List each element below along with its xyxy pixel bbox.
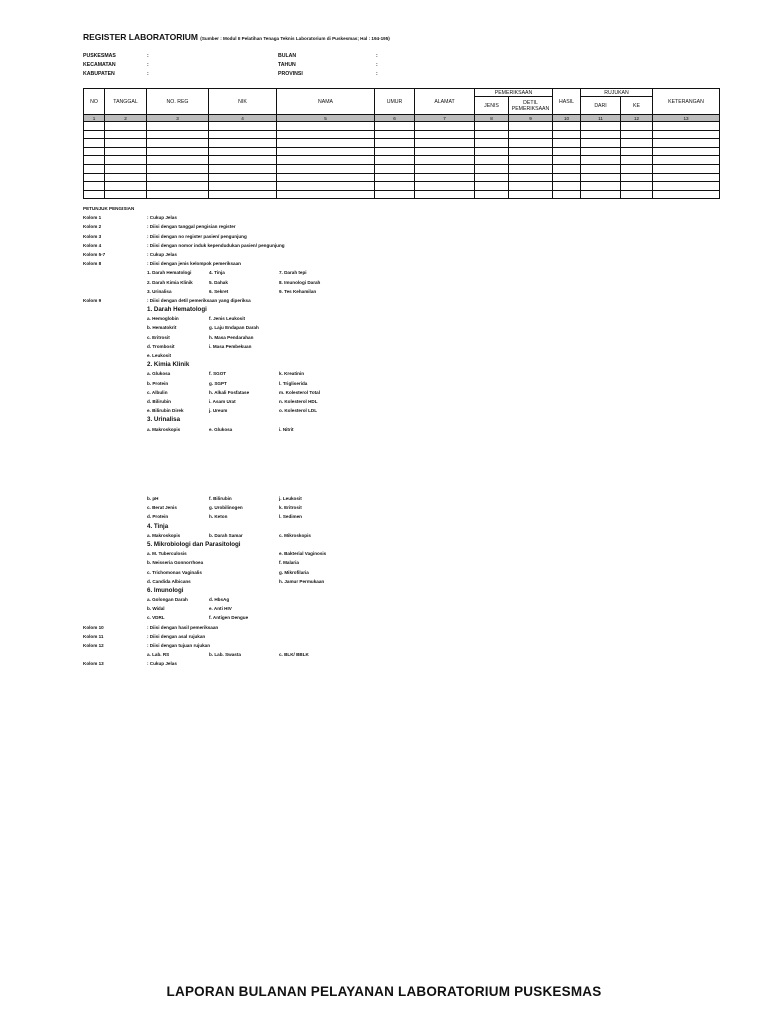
header-noreg: NO. REG: [147, 89, 209, 115]
register-empty-cell: [415, 156, 475, 165]
register-empty-cell: [509, 182, 553, 191]
register-empty-cell: [209, 164, 277, 173]
document-title: [83, 32, 390, 42]
register-empty-cell: [84, 147, 105, 156]
register-empty-row: [84, 164, 720, 173]
register-empty-cell: [581, 173, 621, 182]
header-detil: DETIL PEMERIKSAAN: [509, 97, 553, 115]
register-empty-cell: [475, 139, 509, 148]
register-empty-cell: [621, 139, 653, 148]
register-empty-cell: [415, 190, 475, 199]
register-title: REGISTER LABORATORIUM: [83, 32, 198, 42]
register-empty-cell: [84, 190, 105, 199]
column-number: 8: [475, 115, 509, 122]
document-page: REGISTER LABORATORIUM (Sumber : Modul II Pelatihan Tenaga Teknis Laboratorium di Puskesmas; Hal : 194-195) PUSKESMAS : KECAMATAN : KABUPATEN : BULAN : TAHUN : PROVINSI : NO TANGGAL NO. REG NIK NAMA UMUR ALAMAT PEMERIKSAAN HASIL RUJUKAN KETERANGAN JENIS DETIL PEMERIKSAAN DARI KE 1 2 3 4 5 6 7 8 9 10 11 12 13 PETUNJUK PENGISIAN Kolom 1 : Cukup Jelas Kolom 2 : Diisi dengan tanggal pengisian register Kolom 3 : Diisi dengan no register pasien/ pengunjung Kolom 4 : Diisi dengan nomor induk kependudukan pasien/ pengunjung Kolom 5-7 : Cukup Jelas Kolom 8 : Diisi dengan jenis kelompok pemeriksaan 1. Darah Hematologi 4. Tinja 7. Darah tepi 2. Darah Kimia Klinik 5. Dahak 8. Imunologi Darah 3. Urinalisa 6. Sekret 9. Tes Kehamilan Kolom 9 : Diisi dengan detil pemeriksaan yang diperiksa 1. Darah Hematologi a. Hemoglobin f. Jenis Leukosit b. Hematokrit g. Laju Endapan Darah c. Eritrosit h. Masa Pendarahan d. Trombosit i. Masa Pembekuan e. Leukosit 2. Kimia Klinik a. Glukosa f. SGOT k. Kreatinin b. Protein g. SGPT l. Trigliserida c. Albulin h. Alkali Fosfatase m. Kolesterol Total d. Bilirubin i. Asam Urat n. Kolesterol HDL e. Bilirubin Direk j. Ureum o. Kolesterol LDL 3. Urinalisa a. Makroskopis e. Glukosa i. Nitrit b. pH f. Bilirubin j. Leukosit c. Berat Jenis g. Urobilinogen k. Eritrosit d. Protein h. Keton l. Sedimen 4. Tinja a. Makroskopis b. Darah Samar c. Mikroskopis 5. Mikrobiologi dan Parasitologi a. M. Tuberculosis e. Bakterial Vaginosis b. Neisseria Gonnorrhoea f. Malaria c. Trichomonas Vaginalis g. Mikrofilaria d. Candida Albicans h. Jamur Permukaan 6. Imunologi a. Golongan Darah d. HbsAg b. Widal e. Anti HIV c. VDRL f. Antigen Dengue Kolom 10 : Diisi dengan hasil pemeriksaan Kolom 11 : Diisi dengan asal rujukan Kolom 12 : Diisi dengan tujuan rujukan a. Lab. RS b. Lab. Swasta c. BLK/ BBLK Kolom 13 : Cukup Jelas LAPORAN BULANAN PELAYANAN LABORATORIUM PUSKESMAS: [0, 0, 768, 1024]
register-empty-cell: [375, 182, 415, 191]
register-empty-cell: [509, 147, 553, 156]
register-empty-cell: [105, 190, 147, 199]
register-empty-cell: [475, 130, 509, 139]
register-empty-cell: [415, 182, 475, 191]
register-empty-cell: [581, 164, 621, 173]
column-number: 4: [209, 115, 277, 122]
register-empty-cell: [581, 156, 621, 165]
register-empty-cell: [147, 130, 209, 139]
column-number: 5: [277, 115, 375, 122]
register-empty-cell: [509, 190, 553, 199]
register-empty-cell: [509, 139, 553, 148]
register-empty-cell: [653, 164, 720, 173]
register-empty-cell: [277, 130, 375, 139]
register-empty-cell: [621, 164, 653, 173]
column-number: 3: [147, 115, 209, 122]
register-empty-cell: [105, 147, 147, 156]
register-empty-cell: [105, 122, 147, 131]
register-empty-cell: [277, 147, 375, 156]
register-empty-cell: [209, 122, 277, 131]
monthly-report-title: LAPORAN BULANAN PELAYANAN LABORATORIUM PUSKESMAS: [166, 984, 602, 999]
register-empty-cell: [375, 156, 415, 165]
register-empty-cell: [147, 122, 209, 131]
register-empty-cell: [553, 130, 581, 139]
register-empty-cell: [415, 139, 475, 148]
header-nama: NAMA: [277, 89, 375, 115]
register-empty-cell: [277, 122, 375, 131]
header-alamat: ALAMAT: [415, 89, 475, 115]
register-empty-cell: [147, 147, 209, 156]
info-provinsi: PROVINSI :: [278, 71, 378, 77]
register-empty-cell: [509, 130, 553, 139]
register-empty-cell: [277, 139, 375, 148]
register-empty-cell: [621, 130, 653, 139]
register-empty-cell: [415, 122, 475, 131]
register-empty-cell: [653, 139, 720, 148]
register-empty-cell: [509, 173, 553, 182]
register-empty-cell: [84, 139, 105, 148]
column-number: 6: [375, 115, 415, 122]
register-empty-cell: [147, 139, 209, 148]
register-empty-cell: [653, 190, 720, 199]
register-empty-cell: [475, 164, 509, 173]
register-empty-cell: [84, 156, 105, 165]
column-number: 13: [653, 115, 720, 122]
register-empty-row: [84, 122, 720, 131]
register-empty-cell: [147, 182, 209, 191]
register-empty-cell: [553, 122, 581, 131]
header-dari: DARI: [581, 97, 621, 115]
register-empty-cell: [653, 156, 720, 165]
register-empty-cell: [147, 164, 209, 173]
register-empty-cell: [84, 182, 105, 191]
register-empty-cell: [147, 173, 209, 182]
header-hasil: HASIL: [553, 89, 581, 115]
register-empty-cell: [277, 156, 375, 165]
register-empty-cell: [84, 173, 105, 182]
register-empty-cell: [553, 139, 581, 148]
register-empty-cell: [581, 122, 621, 131]
register-empty-cell: [509, 122, 553, 131]
register-empty-cell: [653, 130, 720, 139]
register-empty-cell: [375, 122, 415, 131]
register-empty-row: [84, 182, 720, 191]
register-empty-cell: [653, 173, 720, 182]
register-empty-cell: [509, 156, 553, 165]
header-umur: UMUR: [375, 89, 415, 115]
column-number-row: [84, 115, 720, 122]
register-empty-cell: [415, 130, 475, 139]
register-empty-row: [84, 156, 720, 165]
register-empty-cell: [475, 122, 509, 131]
register-empty-cell: [415, 173, 475, 182]
register-empty-cell: [209, 182, 277, 191]
register-empty-cell: [581, 139, 621, 148]
column-number: 2: [105, 115, 147, 122]
register-empty-cell: [475, 173, 509, 182]
register-empty-cell: [84, 130, 105, 139]
register-empty-cell: [621, 147, 653, 156]
register-empty-cell: [209, 173, 277, 182]
register-table-body: [84, 115, 720, 199]
register-empty-cell: [375, 130, 415, 139]
source-note: (Sumber : Modul II Pelatihan Tenaga Teknis Laboratorium di Puskesmas; Hal : 194-195): [200, 36, 390, 41]
register-empty-row: [84, 173, 720, 182]
register-empty-cell: [581, 130, 621, 139]
info-right-block: [278, 52, 378, 79]
header-nik: NIK: [209, 89, 277, 115]
register-empty-cell: [621, 156, 653, 165]
register-empty-cell: [209, 130, 277, 139]
register-empty-cell: [653, 147, 720, 156]
header-jenis: JENIS: [475, 97, 509, 115]
register-empty-cell: [621, 182, 653, 191]
register-empty-cell: [621, 173, 653, 182]
register-empty-cell: [581, 147, 621, 156]
register-empty-cell: [277, 182, 375, 191]
register-empty-cell: [553, 190, 581, 199]
register-empty-cell: [84, 122, 105, 131]
info-left-block: [83, 52, 149, 79]
header-keterangan: KETERANGAN: [653, 89, 720, 115]
register-empty-cell: [277, 173, 375, 182]
register-empty-cell: [475, 147, 509, 156]
register-empty-cell: [277, 164, 375, 173]
register-empty-cell: [209, 156, 277, 165]
register-empty-cell: [653, 122, 720, 131]
register-empty-cell: [621, 190, 653, 199]
register-empty-cell: [105, 182, 147, 191]
register-empty-cell: [209, 190, 277, 199]
column-number: 7: [415, 115, 475, 122]
header-pemeriksaan: PEMERIKSAAN: [475, 89, 553, 97]
register-empty-cell: [105, 173, 147, 182]
column-number: 10: [553, 115, 581, 122]
register-empty-cell: [277, 190, 375, 199]
info-puskesmas: PUSKESMAS :: [83, 53, 149, 59]
info-kecamatan: KECAMATAN :: [83, 62, 149, 68]
header-ke: KE: [621, 97, 653, 115]
register-empty-cell: [209, 147, 277, 156]
register-empty-cell: [147, 156, 209, 165]
info-bulan: BULAN :: [278, 53, 378, 59]
register-empty-cell: [653, 182, 720, 191]
register-empty-cell: [375, 164, 415, 173]
register-empty-row: [84, 139, 720, 148]
info-tahun: TAHUN :: [278, 62, 378, 68]
register-empty-cell: [581, 190, 621, 199]
register-empty-cell: [375, 139, 415, 148]
register-empty-cell: [553, 173, 581, 182]
register-empty-cell: [553, 182, 581, 191]
column-number: 1: [84, 115, 105, 122]
register-empty-cell: [475, 156, 509, 165]
register-empty-cell: [209, 139, 277, 148]
register-empty-cell: [553, 164, 581, 173]
register-empty-cell: [621, 122, 653, 131]
register-empty-cell: [475, 182, 509, 191]
register-empty-row: [84, 130, 720, 139]
register-empty-cell: [375, 190, 415, 199]
column-number: 12: [621, 115, 653, 122]
register-empty-cell: [105, 164, 147, 173]
register-empty-cell: [553, 156, 581, 165]
register-empty-cell: [147, 190, 209, 199]
header-rujukan: RUJUKAN: [581, 89, 653, 97]
register-empty-cell: [375, 147, 415, 156]
register-empty-cell: [553, 147, 581, 156]
register-empty-cell: [475, 190, 509, 199]
info-kabupaten: KABUPATEN :: [83, 71, 149, 77]
column-number: 11: [581, 115, 621, 122]
register-table: [83, 88, 720, 199]
header-no: NO: [84, 89, 105, 115]
register-empty-cell: [509, 164, 553, 173]
register-empty-cell: [415, 147, 475, 156]
register-empty-cell: [84, 164, 105, 173]
register-empty-row: [84, 190, 720, 199]
register-empty-cell: [415, 164, 475, 173]
register-empty-cell: [581, 182, 621, 191]
register-empty-cell: [105, 139, 147, 148]
register-empty-row: [84, 147, 720, 156]
column-number: 9: [509, 115, 553, 122]
header-tanggal: TANGGAL: [105, 89, 147, 115]
register-empty-cell: [105, 156, 147, 165]
register-empty-cell: [105, 130, 147, 139]
register-empty-cell: [375, 173, 415, 182]
